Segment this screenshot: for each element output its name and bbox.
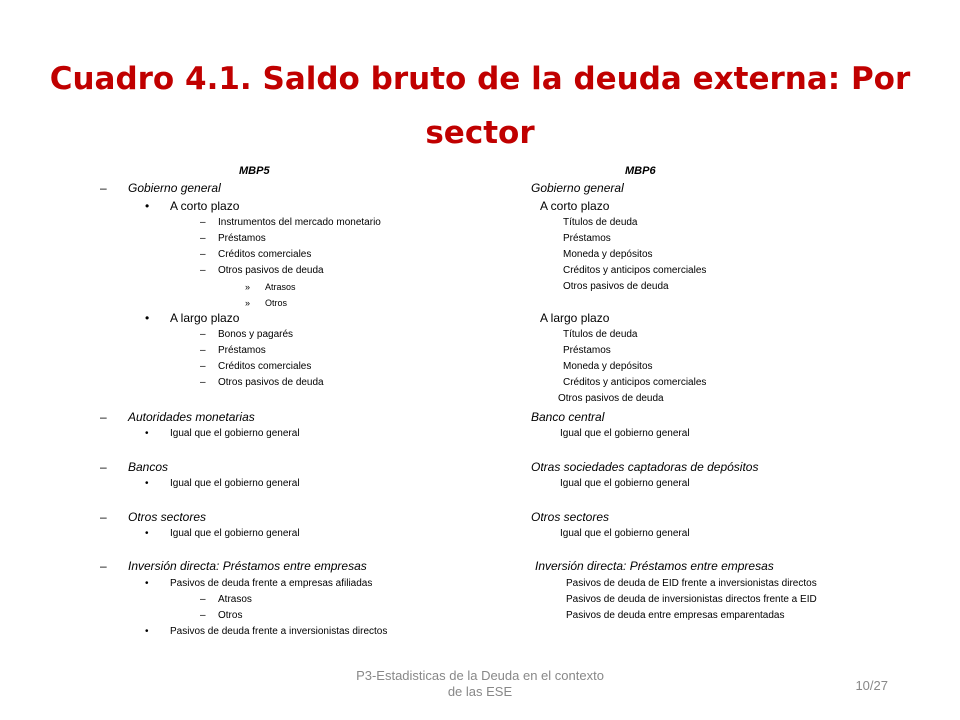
bullet-marker: • bbox=[145, 311, 150, 325]
dash-marker: – bbox=[100, 460, 107, 474]
dash-marker: – bbox=[200, 233, 206, 244]
dash-marker: – bbox=[200, 377, 206, 388]
list-item: Moneda y depósitos bbox=[563, 361, 653, 372]
list-item: Préstamos bbox=[218, 233, 266, 244]
list-item: Préstamos bbox=[563, 345, 611, 356]
bullet-marker: • bbox=[145, 478, 149, 489]
list-item: A largo plazo bbox=[170, 311, 240, 325]
dash-marker: – bbox=[100, 510, 107, 524]
dash-marker: – bbox=[200, 329, 206, 340]
list-item: Gobierno general bbox=[128, 181, 221, 195]
list-item: Créditos y anticipos comerciales bbox=[563, 265, 707, 276]
list-item: Otros pasivos de deuda bbox=[218, 377, 324, 388]
list-item: Atrasos bbox=[218, 594, 252, 605]
bullet-marker: • bbox=[145, 199, 150, 213]
list-item: Otros pasivos de deuda bbox=[563, 281, 669, 292]
list-item: Préstamos bbox=[563, 233, 611, 244]
list-item: Pasivos de deuda de EID frente a inversionistas directos bbox=[566, 578, 817, 589]
list-item: Autoridades monetarias bbox=[128, 410, 255, 424]
list-item: Pasivos de deuda frente a empresas afiliadas bbox=[170, 578, 373, 589]
list-item: Igual que el gobierno general bbox=[560, 528, 690, 539]
list-item: Igual que el gobierno general bbox=[170, 478, 300, 489]
list-item: Pasivos de deuda de inversionistas directos frente a EID bbox=[566, 594, 817, 605]
list-item: A corto plazo bbox=[170, 199, 240, 213]
bullet-marker: • bbox=[145, 626, 149, 637]
list-item: Gobierno general bbox=[531, 181, 624, 195]
list-item: Bancos bbox=[128, 460, 169, 474]
bullet-marker: • bbox=[145, 528, 149, 539]
list-item: Igual que el gobierno general bbox=[560, 428, 690, 439]
dash-marker: – bbox=[100, 410, 107, 424]
page-number: 10/27 bbox=[855, 678, 888, 693]
list-item: Otros bbox=[265, 298, 288, 308]
dash-marker: – bbox=[200, 217, 206, 228]
list-item: Moneda y depósitos bbox=[563, 249, 653, 260]
list-item: Títulos de deuda bbox=[563, 329, 638, 340]
dash-marker: – bbox=[200, 249, 206, 260]
list-item: Créditos y anticipos comerciales bbox=[563, 377, 707, 388]
slide-title: Cuadro 4.1. Saldo bruto de la deuda externa: Por sector bbox=[49, 61, 911, 151]
dash-marker: – bbox=[200, 265, 206, 276]
list-item: Inversión directa: Préstamos entre empresas bbox=[128, 559, 367, 573]
list-item: Otras sociedades captadoras de depósitos bbox=[531, 460, 759, 474]
arrow-marker: » bbox=[245, 282, 251, 292]
list-item: Otros sectores bbox=[128, 510, 207, 524]
column-header-mbp6: MBP6 bbox=[625, 165, 656, 177]
column-header-mbp5: MBP5 bbox=[239, 165, 270, 177]
list-item: Otros bbox=[218, 610, 243, 621]
list-item: Bonos y pagarés bbox=[218, 329, 294, 340]
list-item: Otros pasivos de deuda bbox=[558, 393, 664, 404]
dash-marker: – bbox=[200, 594, 206, 605]
dash-marker: – bbox=[100, 181, 107, 195]
list-item: Igual que el gobierno general bbox=[560, 478, 690, 489]
list-item: Otros sectores bbox=[531, 510, 610, 524]
list-item: Igual que el gobierno general bbox=[170, 528, 300, 539]
list-item: Instrumentos del mercado monetario bbox=[218, 217, 381, 228]
list-item: Inversión directa: Préstamos entre empresas bbox=[535, 559, 774, 573]
list-item: Atrasos bbox=[265, 282, 296, 292]
list-item: Créditos comerciales bbox=[218, 249, 312, 260]
list-item: A corto plazo bbox=[540, 199, 610, 213]
list-item: Préstamos bbox=[218, 345, 266, 356]
list-item: Créditos comerciales bbox=[218, 361, 312, 372]
dash-marker: – bbox=[100, 559, 107, 573]
bullet-marker: • bbox=[145, 428, 149, 439]
dash-marker: – bbox=[200, 361, 206, 372]
list-item: Otros pasivos de deuda bbox=[218, 265, 324, 276]
dash-marker: – bbox=[200, 345, 206, 356]
list-item: Pasivos de deuda entre empresas emparentadas bbox=[566, 610, 785, 621]
list-item: A largo plazo bbox=[540, 311, 610, 325]
dash-marker: – bbox=[200, 610, 206, 621]
list-item: Igual que el gobierno general bbox=[170, 428, 300, 439]
list-item: Banco central bbox=[531, 410, 605, 424]
bullet-marker: • bbox=[145, 578, 149, 589]
list-item: Títulos de deuda bbox=[563, 217, 638, 228]
arrow-marker: » bbox=[245, 298, 251, 308]
footer-text: P3-Estadisticas de la Deuda en el contexto de las ESE bbox=[356, 668, 604, 699]
list-item: Pasivos de deuda frente a inversionistas directos bbox=[170, 626, 388, 637]
